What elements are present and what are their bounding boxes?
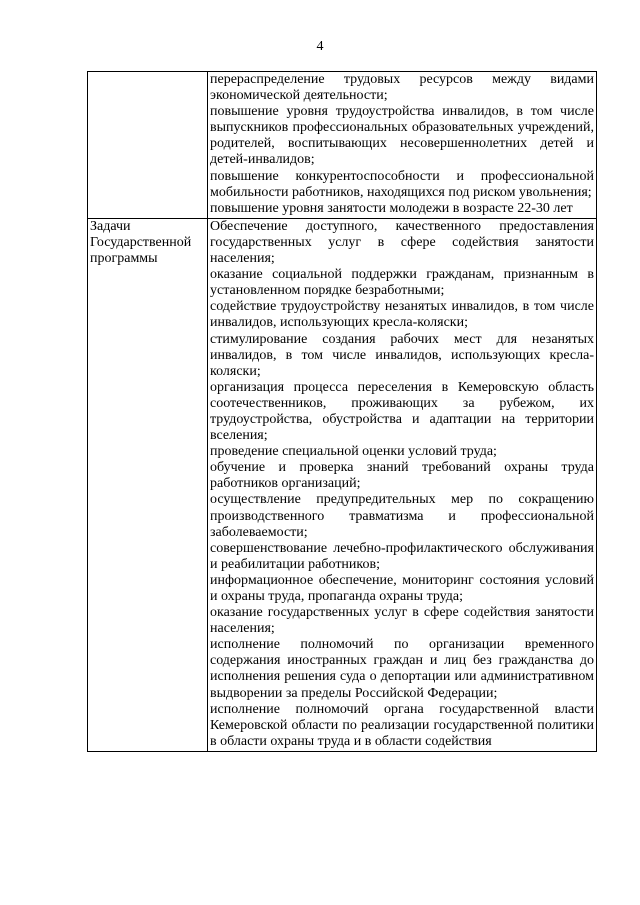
list-item: совершенствование лечебно-профилактического обслуживания и реабилитации работников;: [210, 540, 594, 572]
list-item: оказание государственных услуг в сфере содействия занятости населения;: [210, 605, 594, 637]
list-item: повышение конкурентоспособности и профессиональной мобильности работников, находящихся под риском увольнения;: [210, 168, 594, 200]
row-content-cell: [208, 218, 597, 751]
list-item: повышение уровня занятости молодежи в возрасте 22-30 лет: [210, 200, 573, 216]
list-item: проведение специальной оценки условий труда;: [210, 444, 497, 460]
list-item: оказание социальной поддержки гражданам, признанным в установленном порядке безработными;: [210, 267, 594, 299]
list-item: Обеспечение доступного, качественного предоставления государственных услуг в сфере содействия занятости населения;: [210, 218, 594, 267]
list-item: организация процесса переселения в Кемеровскую область соотечественников, проживающих за рубежом, их трудоустройства, обустройства и адаптации на территории вселения;: [210, 379, 594, 444]
list-item: осуществление предупредительных мер по сокращению производственного травматизма и профессиональной заболеваемости;: [210, 492, 594, 540]
list-item: повышение уровня трудоустройства инвалидов, в том числе выпускников профессиональных образовательных учреждений, родителей, воспитывающих несовершеннолетних детей и детей-инвалидов;: [210, 104, 594, 168]
list-item: стимулирование создания рабочих мест для незанятых инвалидов, в том числе инвалидов, использующих кресла-коляски;: [210, 331, 594, 379]
list-item: содействие трудоустройству незанятых инвалидов, в том числе инвалидов, использующих кресла-коляски;: [210, 299, 594, 331]
table-row: [88, 218, 597, 751]
list-item: обучение и проверка знаний требований охраны труда работников организаций;: [210, 460, 594, 492]
list-item: перераспределение трудовых ресурсов между видами экономической деятельности;: [210, 72, 594, 104]
table-row: [88, 72, 597, 219]
row-label-cell: Задачи Государственной программы: [88, 218, 208, 751]
program-passport-table: [87, 71, 597, 752]
row-content-cell: [208, 72, 597, 219]
list-item: исполнение полномочий органа государственной власти Кемеровской области по реализации государственной политики в области охраны труда и в области содействия: [210, 701, 594, 749]
list-item: информационное обеспечение, мониторинг состояния условий и охраны труда, пропаганда охраны труда;: [210, 572, 594, 604]
page-number: 4: [316, 39, 324, 54]
row-label-cell: [88, 72, 208, 219]
list-item: исполнение полномочий по организации временного содержания иностранных граждан и лиц без гражданства до исполнения решения суда о депортации или административном выдворении за пределы Российской Федерации;: [210, 637, 594, 701]
